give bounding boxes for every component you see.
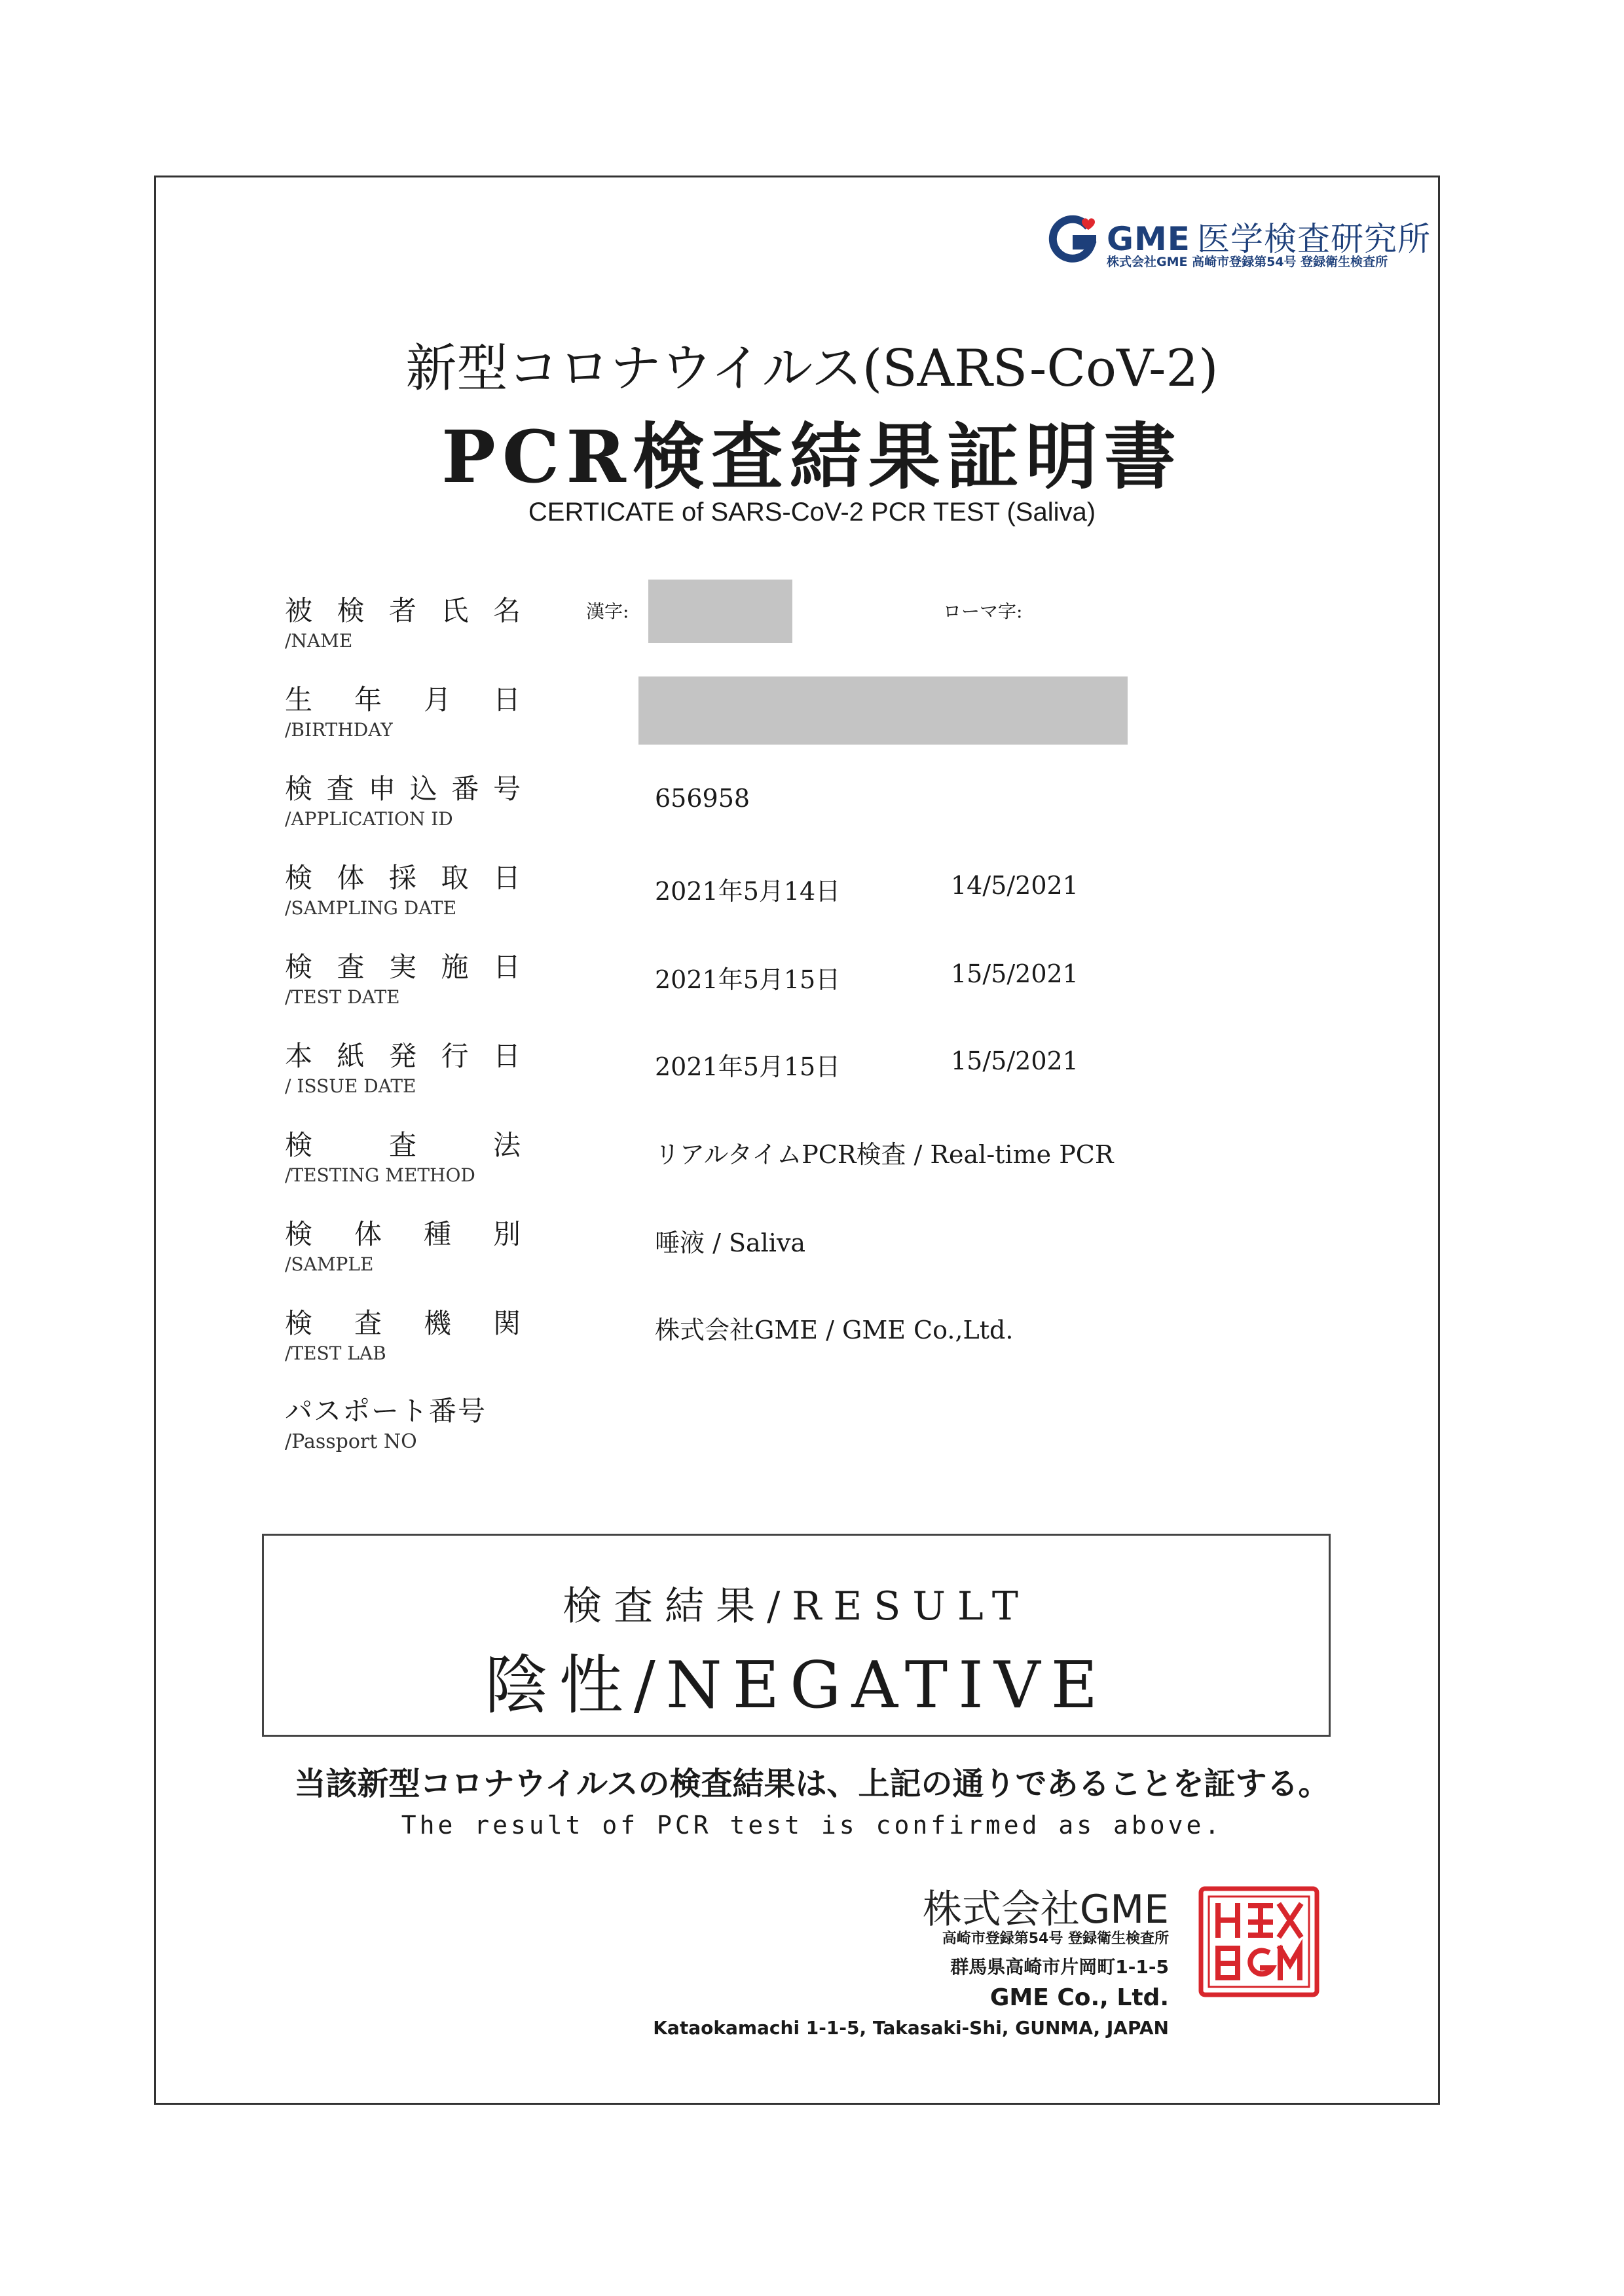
char: 検 [285, 862, 313, 894]
result-value: 陰性/NEGATIVE [484, 1648, 1109, 1723]
result-heading: 検査結果/RESULT [563, 1583, 1030, 1629]
confirmation-en: The result of PCR test is confirmed as above. [401, 1811, 1223, 1840]
char: 行 [441, 1040, 469, 1072]
company-seal-stamp [1198, 1886, 1320, 1997]
char: 発 [388, 1040, 416, 1072]
char: 本 [285, 1040, 313, 1072]
char: 施 [441, 951, 469, 983]
logo-brand: GME [1107, 220, 1190, 258]
char: 検 [285, 951, 313, 983]
label-lab-jp [285, 1302, 521, 1341]
char: 者 [388, 595, 416, 627]
char: 被 [285, 595, 313, 627]
char: 紙 [337, 1040, 365, 1072]
char: 機 [423, 1307, 451, 1339]
label-sampling-en: /SAMPLING DATE [285, 897, 457, 919]
confirmation-jp: 当該新型コロナウイルスの検査結果は、上記の通りであることを証する。 [294, 1766, 1330, 1802]
label-sample-jp [285, 1213, 521, 1252]
label-lab-en: /TEST LAB [285, 1342, 386, 1364]
title-virus: 新型コロナウイルス(SARS-CoV-2) [405, 339, 1219, 398]
label-sampling-jp [285, 857, 521, 896]
company-address-jp: 群馬県高崎市片岡町1-1-5 [950, 1956, 1169, 1978]
kanji-label: 漢字: [586, 601, 629, 622]
char: 査 [326, 773, 354, 805]
label-name-en: /NAME [285, 630, 353, 652]
char: 検 [285, 1129, 313, 1161]
label-birthday-en: /BIRTHDAY [285, 719, 393, 741]
label-passport-jp: パスポート番号 [285, 1395, 487, 1427]
char: 実 [388, 951, 416, 983]
lab-value: 株式会社GME / GME Co.,Ltd. [655, 1316, 1014, 1344]
title-certificate: PCR検査結果証明書 [441, 415, 1183, 499]
char: 日 [492, 862, 521, 894]
char: 査 [337, 951, 365, 983]
company-name-en: GME Co., Ltd. [989, 1984, 1169, 2011]
label-method-en: /TESTING METHOD [285, 1164, 475, 1186]
logo-institute: 医学検査研究所 [1196, 220, 1431, 258]
logo-subtitle: 株式会社GME 高崎市登録第54号 登録衛生検査所 [1107, 255, 1388, 269]
label-name-jp [285, 589, 521, 629]
char: 氏 [441, 595, 469, 627]
romaji-label: ローマ字: [943, 601, 1023, 622]
title-english: CERTICATE of SARS-CoV-2 PCR TEST (Saliva) [528, 498, 1096, 527]
char: 年 [354, 684, 382, 716]
char: 取 [441, 862, 469, 894]
char: 日 [492, 684, 521, 716]
company-address-en: Kataokamachi 1-1-5, Takasaki-Shi, GUNMA, JAPAN [653, 2017, 1169, 2039]
sampling-date-en: 14/5/2021 [951, 871, 1079, 900]
redacted-birthday [638, 676, 1128, 745]
char: 査 [354, 1307, 382, 1339]
char: 体 [337, 862, 365, 894]
sampling-date-jp: 2021年5月14日 [655, 877, 841, 906]
label-test-date-jp [285, 946, 521, 985]
label-test-date-en: /TEST DATE [285, 986, 400, 1008]
char: 番 [451, 773, 479, 805]
gme-logo [1048, 213, 1431, 272]
char: 名 [492, 595, 521, 627]
label-issue-jp [285, 1035, 521, 1074]
label-sample-en: /SAMPLE [285, 1253, 374, 1275]
char: 日 [492, 951, 521, 983]
label-application-en: /APPLICATION ID [285, 808, 453, 830]
char: 月 [423, 684, 451, 716]
char: 関 [492, 1307, 521, 1339]
char: 検 [285, 1307, 313, 1339]
test-date-jp: 2021年5月15日 [655, 965, 841, 994]
redacted-kanji-name [648, 580, 792, 643]
sample-value: 唾液 / Saliva [655, 1229, 806, 1257]
char: 日 [492, 1040, 521, 1072]
char: 申 [368, 773, 396, 805]
char: 検 [285, 1218, 313, 1250]
char: 込 [409, 773, 437, 805]
char: 号 [492, 773, 521, 805]
char: 検 [285, 773, 313, 805]
char: 法 [492, 1129, 521, 1161]
char: 採 [388, 862, 416, 894]
char: 生 [285, 684, 313, 716]
company-registration: 高崎市登録第54号 登録衛生検査所 [942, 1931, 1169, 1947]
result-box [262, 1534, 1331, 1737]
label-application-jp [285, 768, 521, 807]
char: 体 [354, 1218, 382, 1250]
label-passport-en: /Passport NO [285, 1430, 417, 1453]
test-date-en: 15/5/2021 [951, 959, 1079, 988]
gme-g-heart-icon [1048, 213, 1100, 265]
label-issue-en: / ISSUE DATE [285, 1075, 416, 1097]
label-birthday-jp [285, 678, 521, 718]
company-name-jp: 株式会社GME [922, 1887, 1169, 1933]
char: 査 [388, 1129, 416, 1161]
char: 検 [337, 595, 365, 627]
issue-date-jp: 2021年5月15日 [655, 1052, 841, 1081]
label-method-jp [285, 1124, 521, 1163]
issue-date-en: 15/5/2021 [951, 1046, 1079, 1075]
char: 別 [492, 1218, 521, 1250]
char: 種 [423, 1218, 451, 1250]
application-id-value: 656958 [655, 784, 750, 813]
method-value: リアルタイムPCR検査 / Real-time PCR [655, 1140, 1114, 1169]
